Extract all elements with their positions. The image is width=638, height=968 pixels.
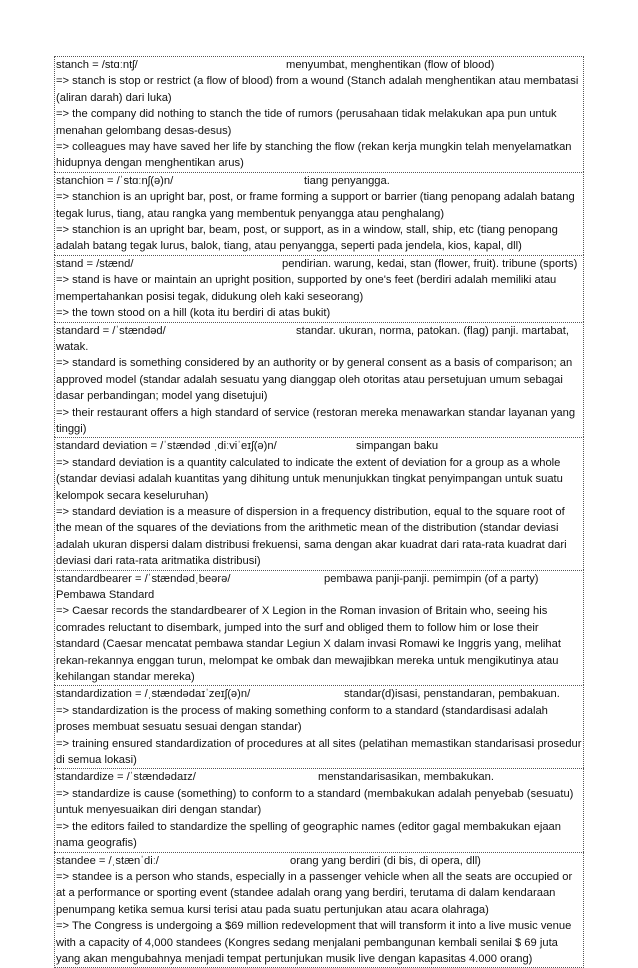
entry-example: => stanchion is an upright bar, beam, post, or support, as in a window, stall, ship, etc (tiang penopang adalah batang tegak lurus, balok, tiang, atau penyangga, seperti pada jendela, kios, kapal, dll) [56, 222, 582, 255]
entry-example: => the town stood on a hill (kota itu berdiri di atas bukit) [56, 305, 582, 321]
dictionary-entry [54, 570, 584, 686]
entry-example: => colleagues may have saved her life by stanching the flow (rekan kerja mungkin telah menyelamatkan hidupnya dengan menghentikan arus) [56, 139, 582, 172]
entry-headword-line [56, 173, 582, 189]
entry-example: => training ensured standardization of procedures at all sites (pelatihan memastikan standarisasi prosedur di semua lokasi) [56, 736, 582, 769]
entry-example: => standard deviation is a quantity calculated to indicate the extent of deviation for a group as a whole (standar deviasi adalah kuantitas yang dihitung untuk menunjukkan tingkat penyimpangan untuk suatu kelompok secara keseluruhan) [56, 455, 582, 504]
entry-headword: standard deviation = /ˈstændəd ˌdiːviˈeɪʃ(ə)n/ [56, 438, 356, 454]
dictionary-entry [54, 56, 584, 172]
entry-translation: orang yang berdiri (di bis, di opera, dll) [290, 855, 485, 867]
entry-example: => the editors failed to standardize the spelling of geographic names (editor gagal membakukan ejaan nama geografis) [56, 819, 582, 852]
entry-example: => stanch is stop or restrict (a flow of blood) from a wound (Stanch adalah menghentikan atau membatasi (aliran darah) dari luka) [56, 73, 582, 106]
entry-headword-line [56, 571, 582, 604]
entry-translation: simpangan baku [356, 440, 442, 452]
entry-example: => standard deviation is a measure of dispersion in a frequency distribution, equal to the square root of the mean of the squares of the deviations from the arithmetic mean of the distribution (standar deviasi adalah ukuran dispersi dalam distribusi frekuensi, sama dengan akar kuadrat dari rata-rata kuadrat dari deviasi dari rata-rata aritmatika distribusi) [56, 504, 582, 570]
dictionary-entry [54, 255, 584, 322]
entry-example: => their restaurant offers a high standard of service (restoran mereka menawarkan standar layanan yang tinggi) [56, 405, 582, 438]
entry-example: => the company did nothing to stanch the tide of rumors (perusahaan tidak melakukan apa pun untuk menahan gelombang desas-desus) [56, 106, 582, 139]
entry-headword: standee = /ˌstænˈdiː/ [56, 853, 290, 869]
entry-translation: menstandarisasikan, membakukan. [318, 771, 498, 783]
entry-headword-line [56, 853, 582, 869]
entry-headword: standard = /ˈstændəd/ [56, 323, 296, 339]
entry-translation: standar(d)isasi, penstandaran, pembakuan. [344, 688, 564, 700]
entry-headword: standardize = /ˈstændədaɪz/ [56, 769, 318, 785]
entry-headword: stanch = /stɑːntʃ/ [56, 57, 286, 73]
entry-headword-line [56, 769, 582, 785]
entry-headword-line [56, 57, 582, 73]
entry-headword: standardization = /ˌstændədaɪˈzeɪʃ(ə)n/ [56, 686, 344, 702]
dictionary-entry [54, 437, 584, 569]
dictionary-entry [54, 768, 584, 851]
dictionary-document [54, 56, 584, 968]
entry-headword-line [56, 256, 582, 272]
dictionary-entry [54, 172, 584, 255]
entry-translation: tiang penyangga. [304, 175, 394, 187]
entry-example: => stand is have or maintain an upright position, supported by one's feet (berdiri adalah memiliki atau mempertahankan posisi tegak, didukung oleh kaki seseorang) [56, 272, 582, 305]
entry-example: => The Congress is undergoing a $69 million redevelopment that will transform it into a live music venue with a capacity of 4,000 standees (Kongres sedang menjalani pembangunan kembali senilai $ 69 juta yang akan mengubahnya menjadi tempat pertunjukan musik live dengan kapasitas 4.000 orang) [56, 918, 582, 967]
entry-example: => standardization is the process of making something conform to a standard (standardisasi adalah proses membuat sesuatu sesuai dengan standar) [56, 703, 582, 736]
entry-example: => standard is something considered by an authority or by general consent as a basis of comparison; an approved model (standar adalah sesuatu yang dianggap oleh otoritas atau persetujuan umum sebagai dasar perbandingan; model yang disetujui) [56, 355, 582, 404]
entry-translation: menyumbat, menghentikan (flow of blood) [286, 59, 498, 71]
entry-headword: stanchion = /ˈstɑːnʃ(ə)n/ [56, 173, 304, 189]
entry-example: => standardize is cause (something) to conform to a standard (membakukan adalah penyebab (sesuatu) untuk menyesuaikan diri dengan standar) [56, 786, 582, 819]
entry-headword-line [56, 686, 582, 702]
entry-headword: stand = /stænd/ [56, 256, 282, 272]
entry-headword-line [56, 438, 582, 454]
entry-headword-line [56, 323, 582, 356]
entry-headword: standardbearer = /ˈstændədˌbeərə/ [56, 571, 324, 587]
dictionary-entry [54, 685, 584, 768]
entry-example: => stanchion is an upright bar, post, or frame forming a support or barrier (tiang penopang adalah batang tegak lurus, tiang, atau rangka yang membentuk penyangga atau penghalang) [56, 189, 582, 222]
dictionary-entry [54, 852, 584, 968]
dictionary-entry [54, 322, 584, 438]
entry-translation: standar. ukuran, norma, patokan. (flag) panji. martabat, watak. [56, 325, 569, 353]
entry-translation: pembawa panji-panji. pemimpin (of a party) Pembawa Standard [56, 573, 539, 601]
entry-example: => standee is a person who stands, especially in a passenger vehicle when all the seats are occupied or at a performance or sporting event (standee adalah orang yang berdiri, terutama di dalam kendaraan penumpang ketika semua kursi terisi atau pada suatu pertunjukan atau acara olahraga) [56, 869, 582, 918]
entry-translation: pendirian. warung, kedai, stan (flower, fruit). tribune (sports) [282, 258, 581, 270]
entry-example: => Caesar records the standardbearer of X Legion in the Roman invasion of Britain who, seeing his comrades reluctant to disembark, jumped into the surf and obliged them to follow him or lose their standard (Caesar mencatat pembawa standar Legiun X dalam invasi Romawi ke Inggris yang, melihat rekan-rekannya enggan turun, melompat ke ombak dan mewajibkan mereka untuk mengikutinya atau kehilangan standar mereka) [56, 603, 582, 685]
